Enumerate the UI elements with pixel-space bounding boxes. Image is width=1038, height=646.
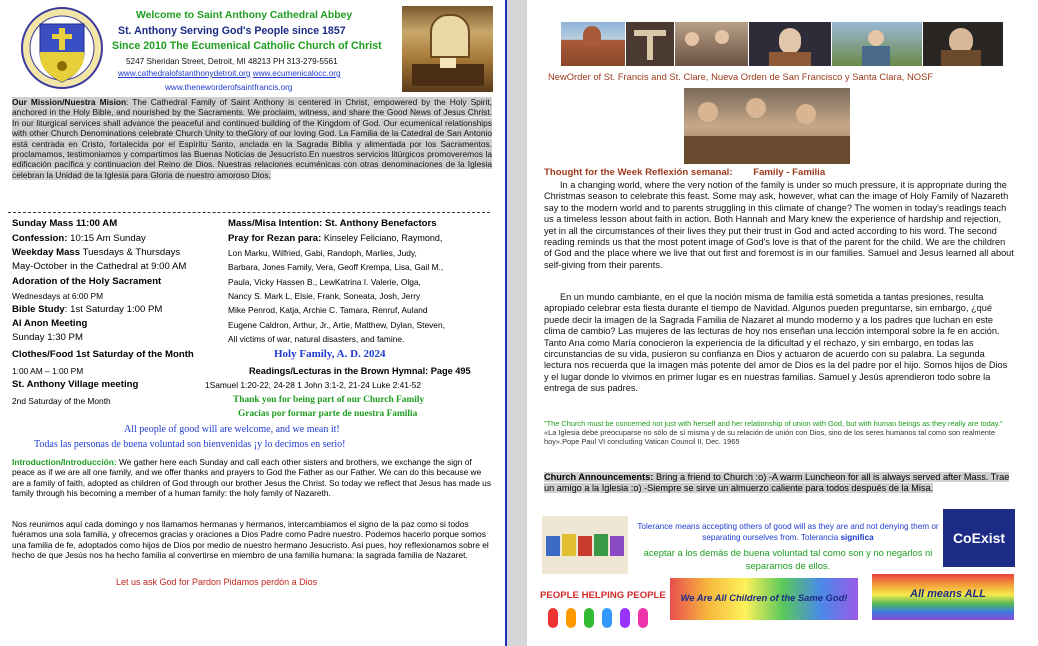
weekday-may-line: May-October in the Cathedral at 9:00 AM	[12, 261, 187, 272]
readings-title: Readings/Lecturas in the Brown Hymnal: Page 495	[249, 366, 471, 376]
welcome-all-english: All people of good will are welcome, and we mean it!	[124, 424, 340, 435]
church-announcements: Church Announcements: Bring a friend to Church :o) -A warm Luncheon for all is always served after Mass. Trae un amigo a la Iglesia :o) -Siempre se sirve un almuerzo caliente para todos después de la Misa.	[544, 472, 1010, 494]
friars-photo	[675, 22, 748, 66]
since-2010-heading: Since 2010 The Ecumenical Catholic Church of Christ	[112, 40, 382, 52]
adoration-line: Adoration of the Holy Sacrament	[12, 276, 162, 287]
prayer-list-line: Mike Penrod, Katja, Archie C. Tamara, Renruf, Auland	[228, 305, 428, 315]
tolerance-text: Tolerance means accepting others of good will as they are and not denying them or separating ourselves from. Tolerancia significa	[637, 522, 939, 542]
since-1857-heading: St. Anthony Serving God's People since 1857	[118, 25, 346, 37]
saint-francis-portrait	[923, 22, 1003, 66]
prayer-list-line: Paula, Vicky Hassen B., LewKatrina I. Valerie, Olga,	[228, 277, 421, 287]
introduction-english: Introduction/Introducción: We gather here each Sunday and call each other sisters and brothers, we exchange the sign of peace as if we are all one family, and we offer thanks and prayers to God the Father as our Father. We can do this because we are a family of faith, adopted as children of God through our brother Jesus the Christ. So today we reflect that Jesus has made us family through his becoming a member of a human family: the holy family of Nazareth.	[12, 457, 492, 499]
tau-cross-photo	[626, 22, 674, 66]
mass-intention: Mass/Misa Intention: St. Anthony Benefactors	[228, 218, 437, 229]
weekday-mass-line: Weekday Mass Tuesdays & Thursdays	[12, 247, 181, 258]
clothes-food-line: Clothes/Food 1st Saturday of the Month	[12, 349, 194, 360]
thank-you-english: Thank you for being part of our Church Family	[233, 395, 425, 405]
volunteer-photo	[832, 22, 922, 66]
service-meal-photo	[684, 88, 850, 164]
children-of-god-banner: We Are All Children of the Same God!	[670, 578, 858, 620]
prayer-list-line: Eugene Caldron, Arthur, Jr., Artie, Matthew, Dylan, Steven,	[228, 320, 445, 330]
church-interior-photo	[402, 6, 493, 92]
prayer-list-line: Barbara, Jones Family, Vera, Geoff Krempa, Lisa, Gail M.,	[228, 262, 444, 272]
welcome-heading: Welcome to Saint Anthony Cathedral Abbey	[136, 10, 353, 21]
reflection-english: In a changing world, where the very notion of the family is under so much pressure, it is appropriate during the Christmas season to celebrate this feast. Some may ask, however, what can the image of Holy Family of Nazareth say to the modern world and to parents struggling in this climate of change? The women in today's readings teach us a timeless lesson about faith in action. Both Hannah and Mary knew the experience of hardship and rejection, yet in all the circumstances of their lives they put their trust in God and acted according to his word. The second reading reminds us that the most potent image of God's love is that of the parent for the child. We are the children of God and the place where we live that out first and foremost is in our families. Samuel and Jesus learned all about self-giving from their parents.	[544, 180, 1014, 270]
thank-you-spanish: Gracias por formar parte de nuestra Familia	[238, 409, 418, 419]
website-link-new-order[interactable]: www.theneworderofsaintfrancis.org	[165, 83, 293, 92]
thought-heading: Thought for the Week Reflexión semanal: Family - Familia	[544, 167, 826, 178]
bulletin-page-left	[0, 0, 507, 646]
coexist-logo: CoExist	[943, 509, 1015, 567]
prayer-list-first-line: Pray for Rezan para: Kinseley Feliciano, Raymond,	[228, 233, 443, 244]
pardon-line: Let us ask God for Pardon Pidamos perdón a Dios	[116, 577, 318, 587]
ecumenical-shield-logo	[10, 6, 114, 90]
confession-line: Confession: 10:15 Am Sunday	[12, 233, 146, 244]
introduction-spanish: Nos reunimos aquí cada domingo y nos llamamos hermanas y hermanos, intercambiamos el signo de la paz como si todos fuéramos una sola familia, y ofrecemos gracias y oraciones a Dios Padre como Padre nuestro. Podemos hacerlo porque somos una familia de fe, adoptados como hijos de Dios por medio de nuestro hermano Jesucristo. Así pues, hoy reflexionamos sobre el hecho de que Jesús nos ha hecho familia al convertirse en miembro de una familia humana: la sagrada familia de Nazaret.	[12, 519, 489, 561]
prayer-list-line: Nancy S. Mark L, Elsie, Frank, Soneata, Josh, Jerry	[228, 291, 421, 301]
holy-family-title: Holy Family, A. D. 2024	[274, 348, 386, 360]
section-divider	[8, 212, 490, 213]
prayer-list-line: All victims of war, natural disasters, and famine.	[228, 334, 405, 344]
village-meeting-line: St. Anthony Village meeting	[12, 379, 139, 390]
mission-statement	[12, 97, 492, 180]
website-link-cathedral[interactable]: www.cathedralofstanthonydetroit.org	[118, 69, 251, 78]
basilica-photo	[561, 22, 625, 66]
bible-study-line: Bible Study: 1st Saturday 1:00 PM	[12, 304, 163, 315]
tolerance-text-spanish: aceptar a los demás de buena voluntad tal como son y no negarlos ni separarnos de ellos.	[643, 547, 933, 571]
al-anon-line: Al Anon Meeting	[12, 318, 88, 329]
welcome-all-spanish: Todas las personas de buena voluntad son bienvenidas ¡y lo decimos en serio!	[34, 439, 346, 450]
vatican-quote: "The Church must be concerned not just with herself and her relationship of union with God, but with human beings as they really are today." «La Iglesia debe preocuparse no sólo de sí misma y de su relación de unión con Dios, sino de los seres humanos tal como son realmente hoy».Pope Paul VI concluding Vatican Council II, Dec. 1965	[544, 419, 1003, 447]
address-line: 5247 Sheridan Street, Detroit, MI 48213 PH 313-279-5561	[126, 57, 338, 66]
saint-clare-portrait	[749, 22, 831, 66]
clothes-food-time: 1:00 AM – 1:00 PM	[12, 366, 84, 376]
all-means-all-graphic: All means ALL	[872, 574, 1014, 620]
mission-label: Our Mission/Nuestra Mision	[12, 97, 127, 107]
reflection-spanish: En un mundo cambiante, en el que la noción misma de familia está sometida a tantas presiones, resulta apropiado celebrar esta fiesta durante el tiempo de Navidad. Algunos pueden preguntarse, sin embargo, ¿qué puede decir la imagen de la Sagrada Familia de Nazaret al mundo moderno y a los padres que luchan en este clima de cambio? Las mujeres de las lecturas de hoy nos enseñan una lección intemporal sobre la fe en acción. Tanto Ana como María conocieron la experiencia de la dificultad y el rechazo, y sin embargo, en todas las circunstancias de su vida, pusieron su confianza en Dios y actuaron de acuerdo con su palabra. La segunda lectura nos recuerda que la imagen más potente del amor de Dios es la del padre por el hijo. Somos hijos de Dios y el lugar donde lo vivimos en primer lugar es en nuestras familias. Samuel y Jesús aprendieron todo sobre la entrega de sus padres.	[544, 292, 1008, 394]
al-anon-time: Sunday 1:30 PM	[12, 332, 83, 343]
mission-text: : The Cathedral Family of Saint Anthony is centered in Christ, empowered by the Holy Spirit, anchored in the Holy Bible, and nourished by the Sacraments. We proclaim, witness, and share the Good News of Jesus Christ. In our liturgical services shall advance the peaceful and continued building of the Kingdom of God. Our ecumenical relationships with other Church Denominations celebrate Church Unity to theGlory of our loving God. La Familia de la Catedral de San Antonio está centrada en Cristo, fortalecida por el Espíritu Santo, anclada en la Sagrada Biblia y alimentada por los Sacramentos. proclamamos, testimoniamos y compartimos las Buenas Noticias de Jesucristo.En nuestros servicios litúrgicos promoveremos la edificación pacífica y continuacion del Reino de Dios. Nuestras relaciones ecuménicas con otras denominaciones de la Iglesia celebran la Unidad de la Iglesia para Gloria de nuestro amoroso Dios.	[12, 97, 492, 180]
people-helping-people-graphic: PEOPLE HELPING PEOPLE	[538, 576, 666, 634]
village-meeting-time: 2nd Saturday of the Month	[12, 396, 111, 406]
readings-citations: 1Samuel 1:20-22, 24-28 1 John 3:1-2, 21-24 Luke 2:41-52	[205, 380, 422, 390]
website-link-ecumenical[interactable]: www.ecumenicalocc.org	[252, 69, 341, 78]
adoration-time: Wednesdays at 6:00 PM	[12, 291, 104, 301]
prayer-list-line: Lon Marku, Wilfried, Gabi, Randoph, Marlies, Judy,	[228, 248, 417, 258]
interfaith-symbols-photo	[542, 516, 628, 574]
website-line	[118, 69, 341, 78]
sunday-mass: Sunday Mass 11:00 AM	[12, 218, 118, 229]
page-gutter	[507, 0, 527, 646]
new-order-caption: NewOrder of St. Francis and St. Clare, Nueva Orden de San Francisco y Santa Clara, NOSF	[548, 71, 934, 82]
introduction-label: Introduction/Introducción:	[12, 457, 117, 467]
bulletin-page-right	[527, 0, 1038, 646]
